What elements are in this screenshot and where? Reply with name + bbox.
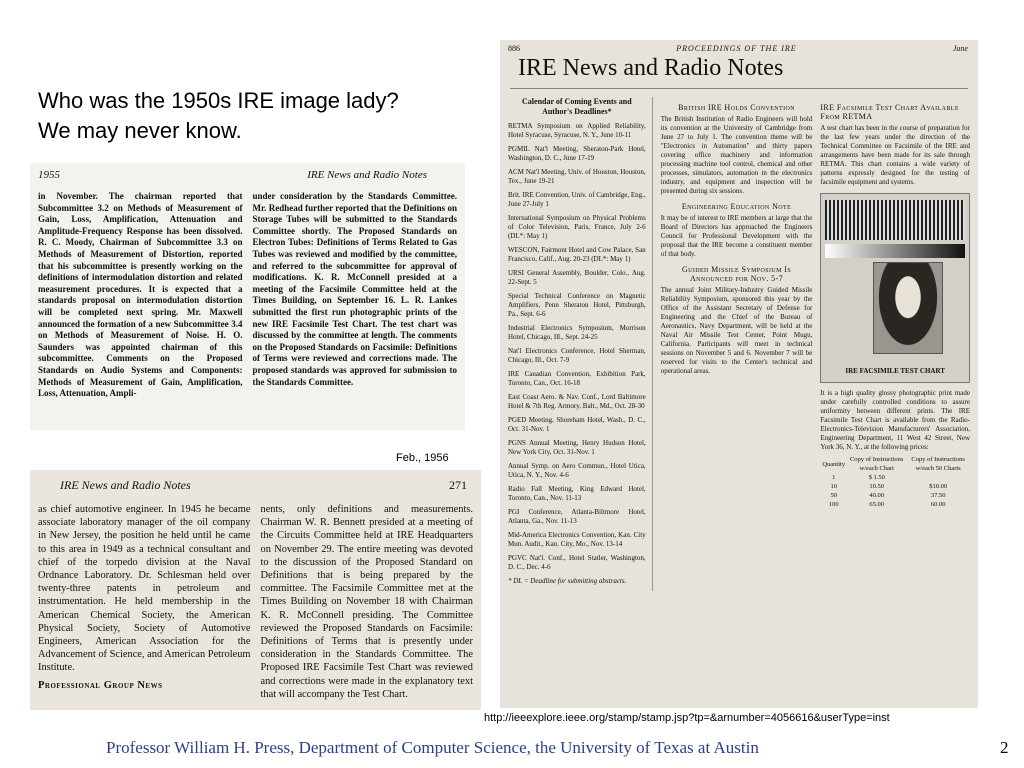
british-convention-heading: British IRE Holds Convention — [678, 103, 795, 112]
price-table-cell: 50 — [830, 492, 837, 499]
price-table-header-cell: Quantity — [822, 460, 846, 468]
price-table-cell: $10.00 — [929, 483, 948, 490]
engineering-education-text: It may be of interest to IRE members at large that the Board of Directors has approached the Engineers Council for Professional Development with the proposal that the IRE become a constituent member of that body. — [660, 214, 813, 258]
caption-1956: Feb., 1956 — [396, 452, 449, 464]
calendar-footnote: * DL = Deadline for submitting abstracts. — [508, 577, 627, 585]
clipping-1955-running-title: IRE News and Radio Notes — [307, 169, 427, 181]
price-table-cell: 100 — [828, 501, 839, 508]
clipping-1956 — [30, 470, 481, 710]
calendar-item: Nat'l Electronics Conference, Hotel Sherman, Chicago, Ill., Oct. 7-9 — [508, 347, 646, 364]
clipping-1957-running-title: PROCEEDINGS OF THE IRE — [676, 44, 797, 53]
calendar-item: International Symposium on Physical Problems of Color Television, Paris, France, July 2-6 (DL*: May 1) — [508, 214, 646, 240]
calendar-item: Special Technical Conference on Magnetic Amplifiers, Penn Sheraton Hotel, Pittsburgh, Pa., Sept. 6-6 — [508, 292, 646, 318]
price-table-header-cell: Copy of Instructions w/each Chart — [849, 456, 904, 472]
news-column-right — [820, 97, 970, 591]
test-chart-portrait — [873, 262, 943, 354]
headline — [38, 86, 478, 146]
price-table-row — [820, 491, 970, 500]
price-table-cell: $ 1.50 — [868, 474, 885, 481]
british-convention-text: The British Institution of Radio Engineers will hold its convention at the University of Cambridge from June 27 to July 1. The convention theme will be "Electronics in Automation" and thirty papers covering office machinery and information processing machine tool control, chemical and other processes, simulators, automation in the electronics industry, and equipment and inspection will be presented during six sessions. — [660, 115, 813, 195]
price-table-cell: 1 — [832, 474, 836, 481]
calendar-list — [508, 122, 646, 572]
price-table-row — [820, 482, 970, 491]
calendar-heading: Calendar of Coming Events and Author's Deadlines* — [522, 97, 632, 116]
calendar-item: WESCON, Fairmont Hotel and Cow Palace, San Francisco, Calif., Aug. 20-23 (DL*: May 1) — [508, 246, 646, 263]
price-table-cell: 60.00 — [930, 501, 946, 508]
clipping-1956-column-1 — [38, 503, 251, 701]
price-table-body — [820, 473, 970, 509]
clipping-1957 — [500, 40, 978, 708]
price-table-cell: 10.50 — [869, 483, 885, 490]
test-pattern-stripes — [825, 200, 965, 240]
calendar-item: ACM Nat'l Meeting, Univ. of Houston, Houston, Tex., June 19-21 — [508, 168, 646, 185]
headline-line-1: Who was the 1950s IRE image lady? — [38, 88, 399, 113]
price-table-cell: 37.50 — [930, 492, 946, 499]
source-url[interactable]: http://ieeexplore.ieee.org/stamp/stamp.jsp?tp=&arnumber=4056616&userType=inst — [484, 712, 890, 724]
calendar-item: Mid-America Electronics Convention, Kan. City Mun. Audit., Kan. City, Mo., Nov. 13-14 — [508, 531, 646, 548]
clipping-1957-header — [500, 40, 978, 53]
price-table-cell — [906, 473, 970, 482]
clipping-1956-page-number: 271 — [449, 478, 467, 492]
price-table-cell: 10 — [830, 483, 837, 490]
clipping-1955-column-1: in November. The chairman reported that Subcommittee 3.2 on Methods of Measurement of Gain, Loss, Amplification, Attenuation and Amplitude-Frequency Response has been dissolved. R. C. Moody, Chairman of Subcommittee 3.3 on Methods of Measurement of Distortion, reported that his subcommittee is presently working on the definitions of intermodulation distortion and related measurement procedures. It is expected that a standards proposal on intermodulation distortion will be completed next spring. Mr. Maxwell announced the formation of a new Subcommittee 3.4 on Methods of Measurement of Noise. H. O. Saunders was appointed chairman of this subcommittee. Comments on the Proposed Standards on Audio Systems and Components: Methods of Measurement of Gain, Amplification, Loss, Attenuation, Ampli- — [38, 191, 243, 399]
calendar-item: Industrial Electronics Symposium, Morrison Hotel, Chicago, Ill., Sept. 24-25 — [508, 324, 646, 341]
clipping-1957-page-number: 886 — [508, 44, 520, 53]
calendar-item: PGVC Nat'l. Conf., Hotel Statler, Washington, D. C., Dec. 4-6 — [508, 554, 646, 571]
calendar-item: Annual Symp. on Aero Commun., Hotel Utica, Utica, N. Y., Nov. 4-6 — [508, 462, 646, 479]
price-table-row — [820, 473, 970, 482]
test-pattern-tone-scale — [825, 244, 965, 258]
calendar-item: PGMIL Nat'l Meeting, Sheraton-Park Hotel, Washington, D. C., June 17-19 — [508, 145, 646, 162]
clipping-1956-column-1-text: as chief automotive engineer. In 1945 he became associate laboratory manager of the oil company in New Jersey, the position he held until he came to this area in 1949 as a technical consultant and chief of the torpedo division at the Naval Ordnance Laboratory. Dr. Schlesman held over twenty-three patents in petroleum and instrumentation. He held membership in the American Chemical Society, the American Physical Society, Society of Automotive Engineers, American Association for the Advancement of Science, and American Petroleum Institute. — [38, 504, 251, 674]
clipping-1955 — [30, 163, 465, 430]
calendar-item: East Coast Aero. & Nav. Conf., Lord Baltimore Hotel & 7th Reg. Armory, Balt., Md., Oct. 28-30 — [508, 393, 646, 410]
facsimile-test-chart-text: A test chart has been in the course of preparation for the last few years under the direction of the Technical Committee on Facsimile of the IRE and arrangements have been made for its sale through RETMA. This chart contains a wide variety of patterns expressly designed for the testing of facsimile equipment and systems. — [820, 124, 970, 186]
clipping-1957-title: IRE News and Radio Notes — [510, 53, 968, 89]
guided-missile-heading: Guided Missile Symposium Is Announced for Nov. 5-7 — [681, 265, 792, 283]
clipping-1955-header — [30, 163, 465, 185]
price-table-header — [820, 455, 970, 473]
clipping-1956-header — [30, 470, 481, 497]
headline-line-2: We may never know. — [38, 118, 242, 143]
calendar-item: PGED Meeting, Shoreham Hotel, Wash., D. C., Oct. 31-Nov. 1 — [508, 416, 646, 433]
clipping-1955-year: 1955 — [38, 169, 60, 181]
guided-missile-text: The annual Joint Military-Industry Guided Missile Reliability Symposium, sponsored this year by the Office of the Assistant Secretary of Defense for Engineering and the Chief of the Bureau of Aeronautics, Navy Department, will be held at the Naval Air Missile Test Center, Point Mugu, California. Participants will meet in technical sessions on November 5 and 6. November 7 will be reserved for visits to the Center's technical and operational areas. — [660, 286, 813, 375]
clipping-1956-column-2: nents, only definitions and measurements. Chairman W. R. Bennett presided at a meeting of the Circuits Committee held at IRE Headquarters on November 29. The entire meeting was devoted to the discussion of the Proposed Standard on Definitions that is being prepared by the committee. The Facsimile Committee met at the Times Building on November 18 with Chairman K. R. McConnell presiding. The Committee reviewed the Proposed Standards on Facsimile: Definitions of Terms that is presently under consideration in the Standards Committee. The Proposed IRE Facsimile Test Chart was reviewed and corrections were made in the explanatory text that will accompany the Test Chart. — [260, 504, 473, 700]
calendar-item: URSI General Assembly, Boulder, Colo., Aug. 22-Sept. 5 — [508, 269, 646, 286]
facsimile-test-chart-text-2: It is a high quality glossy photographic print made under carefully controlled conditions to assure uniformity between different prints. The IRE Facsimile Test Chart is available from the Radio-Electronics-Television Manufacturers' Association, Engineering Department, 11 West 42 Street, New York 36, N. Y., at the following prices: — [820, 389, 970, 451]
clipping-1955-column-2: under consideration by the Standards Committee. Mr. Redhead further reported that the Definitions on Storage Tubes will be submitted to the Standards Committee shortly. The Proposed Standards on Electron Tubes: Definitions of Terms Related to Gas Tubes was reviewed and modified by the committee, and referred to the subcommittee for approval of modifications. K. R. McConnell presided at a meeting of the Facsimile Committee held at the Times Building, on September 16. L. R. Lankes submitted the first run photographic prints of the new IRE Facsimile Test Chart. The test chart was discussed by the committee at length. The comments on the Proposed Standards on Facsimile: Definitions of Terms were reviewed and corrections made. The proposed standards was approved for submission to the Standards Committee. — [252, 191, 457, 387]
calendar-item: IRE Canadian Convention, Exhibition Park, Toronto, Can., Oct. 16-18 — [508, 370, 646, 387]
news-column-middle — [661, 97, 813, 591]
slide-number: 2 — [1000, 738, 1009, 757]
calendar-item: PGI Conference, Atlanta-Biltmore Hotel, Atlanta, Ga., Nov. 11-13 — [508, 508, 646, 525]
calendar-item: RETMA Symposium on Applied Reliability, Hotel Syracuse, Syracuse, N. Y., June 10-11 — [508, 122, 646, 139]
footer-attribution: Professor William H. Press, Department of Computer Science, the University of Texas at Austin — [106, 738, 759, 757]
facsimile-test-chart-heading: IRE Facsimile Test Chart Available From RETMA — [820, 103, 959, 121]
calendar-item: Radio Fall Meeting, King Edward Hotel, Toronto, Can., Nov. 11-13 — [508, 485, 646, 502]
clipping-1956-running-title: IRE News and Radio Notes — [60, 478, 191, 492]
price-table-row — [820, 500, 970, 509]
professional-group-news-heading: Professional Group News — [38, 679, 163, 691]
engineering-education-heading: Engineering Education Note — [681, 202, 792, 211]
calendar-item: Brit. IRE Convention, Univ. of Cambridge, Eng., June 27-July 1 — [508, 191, 646, 208]
clipping-1957-month: June — [952, 44, 968, 53]
calendar-item: PGNS Annual Meeting, Henry Hudson Hotel, New York City, Oct. 31-Nov. 1 — [508, 439, 646, 456]
price-table — [820, 455, 970, 509]
calendar-column — [508, 97, 653, 591]
test-chart-label: IRE FACSIMILE TEST CHART — [845, 367, 945, 375]
price-table-cell: 40.00 — [869, 492, 885, 499]
price-table-header-cell: Copy of Instructions w/each 50 Charts — [911, 456, 965, 472]
facsimile-test-chart-image — [820, 193, 970, 383]
price-table-cell: 65.00 — [869, 501, 885, 508]
